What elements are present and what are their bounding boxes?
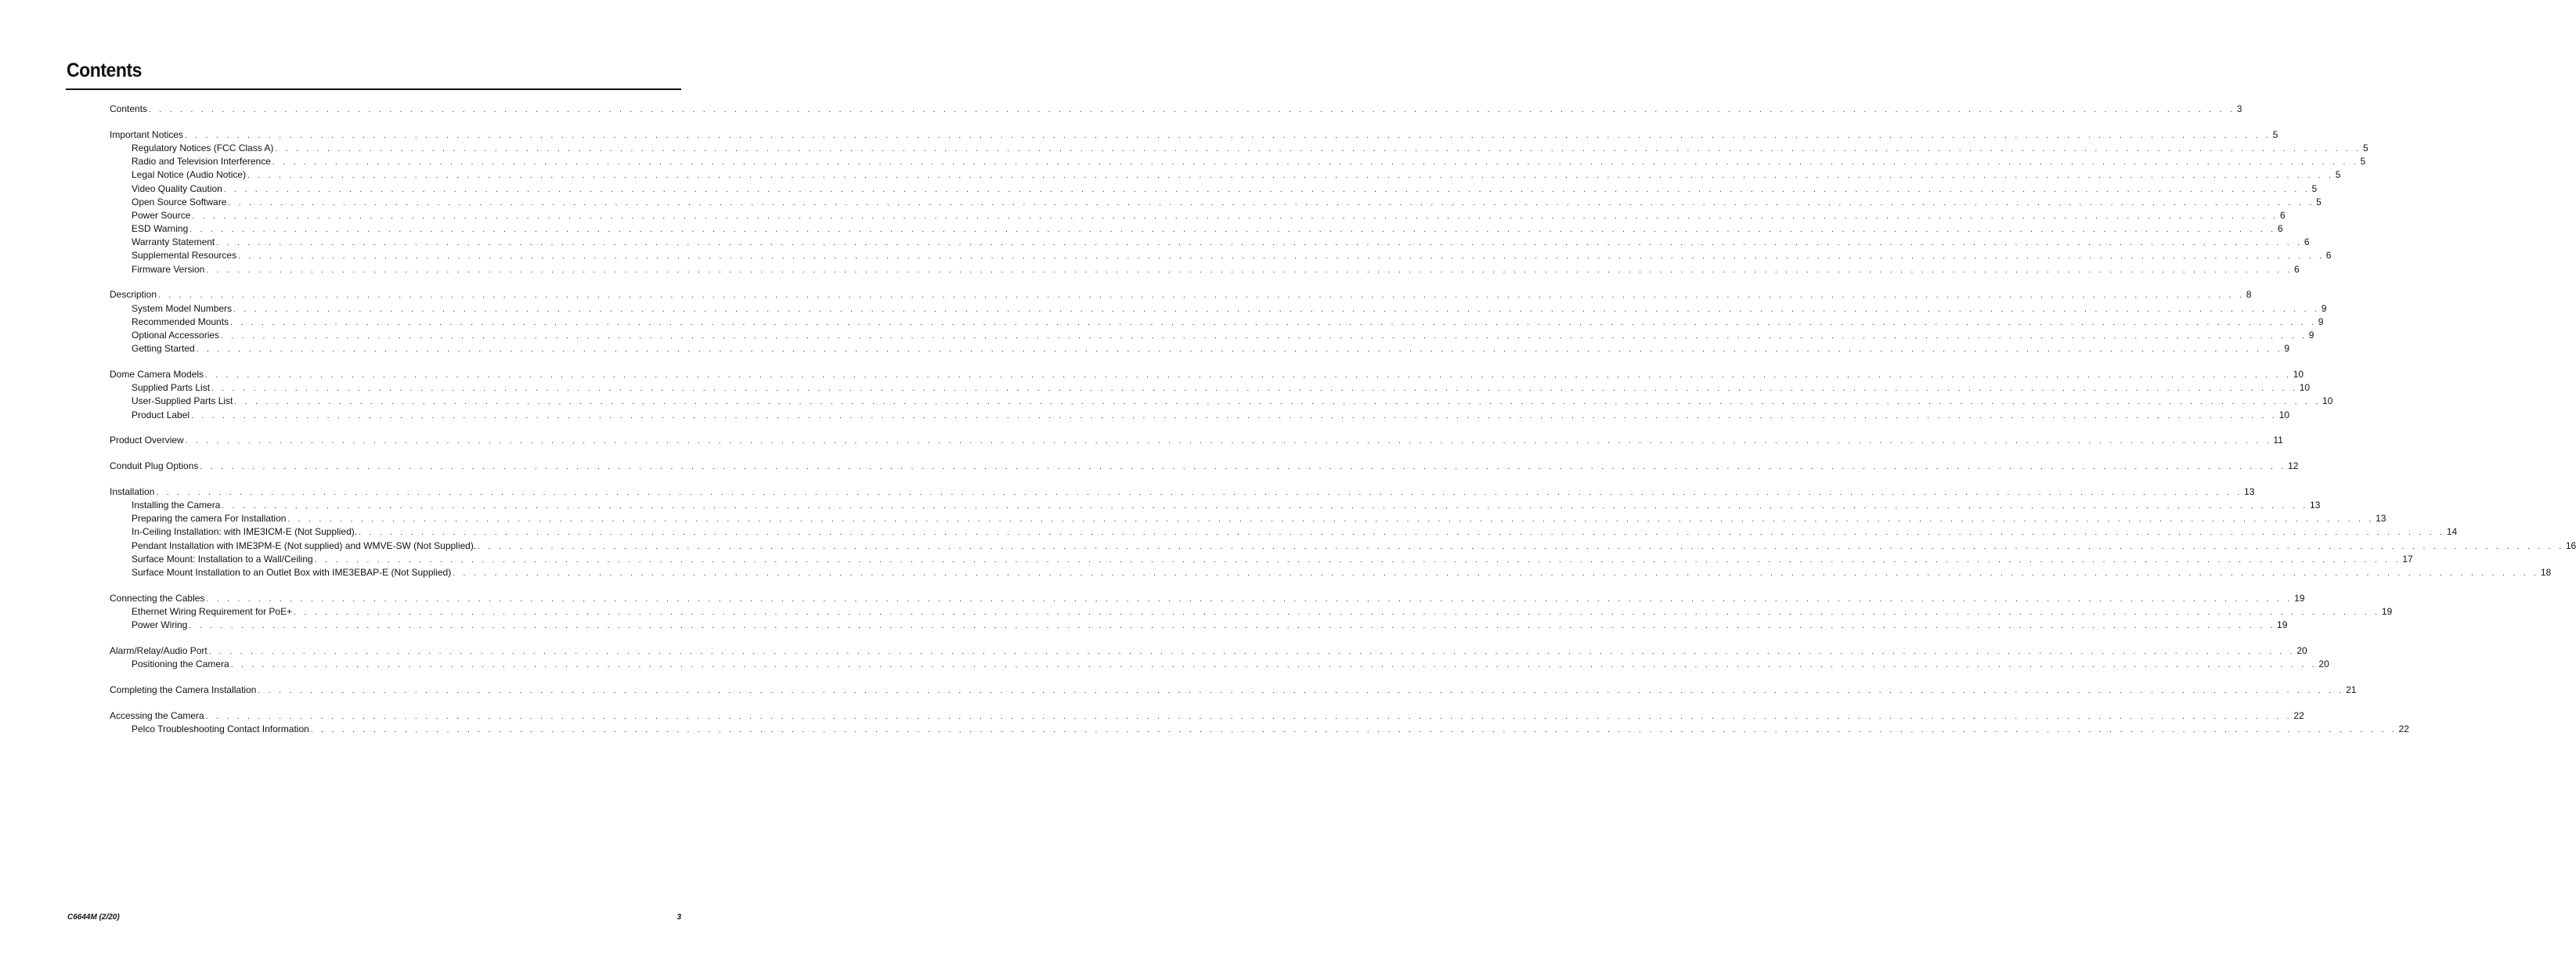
dot-leader: . . . . . . . . . . . . . . . . . . . . . . . . . . . . . . . . . . . . . . . . . . . . . . . . . . . . . . . . . . . . . . . . . . . . . . . . . . . . . . . . . . . . . . . . . . . . . . . . . . . . . . . . . . . . . . . . . . . . . . . . . . . . . . . . . . . . . . . . . . . . . . . . . . . . . . . . . . . . . . . . . . . . . . . . . . . . . . . . . . . . . . . . . . . . . . . . . . . . . . . . [205, 370, 2292, 380]
toc-entry-label: Legal Notice (Audio Notice) [132, 169, 247, 181]
toc-entry-label: Video Quality Caution [132, 182, 222, 194]
toc-subentry[interactable] [110, 553, 2413, 566]
toc-entry-label: Open Source Software [132, 196, 227, 207]
dot-leader: . . . . . . . . . . . . . . . . . . . . . . . . . . . . . . . . . . . . . . . . . . . . . . . . . . . . . . . . . . . . . . . . . . . . . . . . . . . . . . . . . . . . . . . . . . . . . . . . . . . . . . . . . . . . . . . . . . . . . . . . . . . . . . . . . . . . . . . . . . . . . . . . . . . . . . . . . . . . . . . . . . . . . . . . . . . . . . . . . . . . . . . . . . . . . . . . . . . . . . . . [192, 211, 2279, 221]
dot-leader: . . . . . . . . . . . . . . . . . . . . . . . . . . . . . . . . . . . . . . . . . . . . . . . . . . . . . . . . . . . . . . . . . . . . . . . . . . . . . . . . . . . . . . . . . . . . . . . . . . . . . . . . . . . . . . . . . . . . . . . . . . . . . . . . . . . . . . . . . . . . . . . . . . . . . . . . . . . . . . . . . . . . . . . . . . . . . . . . . . . . . . . . . . . . . . . . . . . . . . . . [222, 502, 2309, 511]
document-id: C6644M (2/20) [67, 913, 120, 922]
dot-leader: . . . . . . . . . . . . . . . . . . . . . . . . . . . . . . . . . . . . . . . . . . . . . . . . . . . . . . . . . . . . . . . . . . . . . . . . . . . . . . . . . . . . . . . . . . . . . . . . . . . . . . . . . . . . . . . . . . . . . . . . . . . . . . . . . . . . . . . . . . . . . . . . . . . . . . . . . . . . . . . . . . . . . . . . . . . . . . . . . . . . . . . . . . . . . . . . . . . . . . . . [205, 712, 2293, 721]
toc-entry-page: 5 [2311, 182, 2318, 194]
toc-entry[interactable] [110, 485, 2255, 499]
dot-leader: . . . . . . . . . . . . . . . . . . . . . . . . . . . . . . . . . . . . . . . . . . . . . . . . . . . . . . . . . . . . . . . . . . . . . . . . . . . . . . . . . . . . . . . . . . . . . . . . . . . . . . . . . . . . . . . . . . . . . . . . . . . . . . . . . . . . . . . . . . . . . . . . . . . . . . . . . . . . . . . . . . . . . . . . . . . . . . . . . . . . . . . . . . . . . . . . . . . . . . . . [196, 345, 2283, 355]
dot-leader: . . . . . . . . . . . . . . . . . . . . . . . . . . . . . . . . . . . . . . . . . . . . . . . . . . . . . . . . . . . . . . . . . . . . . . . . . . . . . . . . . . . . . . . . . . . . . . . . . . . . . . . . . . . . . . . . . . . . . . . . . . . . . . . . . . . . . . . . . . . . . . . . . . . . . . . . . . . . . . . . . . . . . . . . . . . . . . . . . . . . . . . . . . . . . . . . . . . . . . . . [258, 686, 2345, 695]
toc-entry-page: 22 [2398, 723, 2409, 734]
toc-entry-label: Recommended Mounts [132, 316, 229, 327]
toc-entry[interactable] [110, 460, 2299, 473]
dot-leader: . . . . . . . . . . . . . . . . . . . . . . . . . . . . . . . . . . . . . . . . . . . . . . . . . . . . . . . . . . . . . . . . . . . . . . . . . . . . . . . . . . . . . . . . . . . . . . . . . . . . . . . . . . . . . . . . . . . . . . . . . . . . . . . . . . . . . . . . . . . . . . . . . . . . . . . . . . . . . . . . . . . . . . . . . . . . . . . . . . . . . . . . . . . . . . . . . . . . . . . . [230, 661, 2318, 670]
dot-leader: . . . . . . . . . . . . . . . . . . . . . . . . . . . . . . . . . . . . . . . . . . . . . . . . . . . . . . . . . . . . . . . . . . . . . . . . . . . . . . . . . . . . . . . . . . . . . . . . . . . . . . . . . . . . . . . . . . . . . . . . . . . . . . . . . . . . . . . . . . . . . . . . . . . . . . . . . . . . . . . . . . . . . . . . . . . . . . . . . . . . . . . . . . . . . . . . . . . . . . . . [247, 171, 2334, 181]
toc-entry-label: Connecting the Cables [110, 592, 205, 604]
toc-entry-label: Dome Camera Models [110, 368, 204, 380]
dot-leader: . . . . . . . . . . . . . . . . . . . . . . . . . . . . . . . . . . . . . . . . . . . . . . . . . . . . . . . . . . . . . . . . . . . . . . . . . . . . . . . . . . . . . . . . . . . . . . . . . . . . . . . . . . . . . . . . . . . . . . . . . . . . . . . . . . . . . . . . . . . . . . . . . . . . . . . . . . . . . . . . . . . . . . . . . . . . . . . . . . . . . . . . . . . . . . . . . . . . . . . . [191, 411, 2278, 420]
toc-subentry[interactable] [110, 263, 2300, 276]
toc-subentry[interactable] [110, 539, 2576, 553]
toc-subentry[interactable] [110, 155, 2366, 168]
toc-entry-page: 9 [2308, 330, 2314, 341]
toc-entry-label: Power Wiring [132, 619, 188, 631]
dot-leader: . . . . . . . . . . . . . . . . . . . . . . . . . . . . . . . . . . . . . . . . . . . . . . . . . . . . . . . . . . . . . . . . . . . . . . . . . . . . . . . . . . . . . . . . . . . . . . . . . . . . . . . . . . . . . . . . . . . . . . . . . . . . . . . . . . . . . . . . . . . . . . . . . . . . . . . . . . . . . . . . . . . . . . . . . . . . . . . . . . . . . . . . . . . . . . . . . . . . . . . . [478, 542, 2564, 551]
toc-entry-page: 10 [2278, 409, 2290, 420]
dot-leader: . . . . . . . . . . . . . . . . . . . . . . . . . . . . . . . . . . . . . . . . . . . . . . . . . . . . . . . . . . . . . . . . . . . . . . . . . . . . . . . . . . . . . . . . . . . . . . . . . . . . . . . . . . . . . . . . . . . . . . . . . . . . . . . . . . . . . . . . . . . . . . . . . . . . . . . . . . . . . . . . . . . . . . . . . . . . . . . . . . . . . . . . . . . . . . . . . . . . . . . . [208, 647, 2296, 656]
dot-leader: . . . . . . . . . . . . . . . . . . . . . . . . . . . . . . . . . . . . . . . . . . . . . . . . . . . . . . . . . . . . . . . . . . . . . . . . . . . . . . . . . . . . . . . . . . . . . . . . . . . . . . . . . . . . . . . . . . . . . . . . . . . . . . . . . . . . . . . . . . . . . . . . . . . . . . . . . . . . . . . . . . . . . . . . . . . . . . . . . . . . . . . . . . . . . . . . . . . . . . . . [206, 265, 2293, 275]
toc-entry-page: 6 [2304, 236, 2310, 248]
dot-leader: . . . . . . . . . . . . . . . . . . . . . . . . . . . . . . . . . . . . . . . . . . . . . . . . . . . . . . . . . . . . . . . . . . . . . . . . . . . . . . . . . . . . . . . . . . . . . . . . . . . . . . . . . . . . . . . . . . . . . . . . . . . . . . . . . . . . . . . . . . . . . . . . . . . . . . . . . . . . . . . . . . . . . . . . . . . . . . . . . . . . . . . . . . . . . . . . . . . . . . . . [230, 318, 2317, 327]
toc-entry-page: 13 [2244, 485, 2255, 497]
toc-entry-page: 5 [2363, 142, 2369, 153]
toc-entry-label: User-Supplied Parts List [132, 395, 233, 407]
page-title: Contents [67, 60, 142, 81]
dot-leader: . . . . . . . . . . . . . . . . . . . . . . . . . . . . . . . . . . . . . . . . . . . . . . . . . . . . . . . . . . . . . . . . . . . . . . . . . . . . . . . . . . . . . . . . . . . . . . . . . . . . . . . . . . . . . . . . . . . . . . . . . . . . . . . . . . . . . . . . . . . . . . . . . . . . . . . . . . . . . . . . . . . . . . . . . . . . . . . . . . . . . . . . . . . . . . . . . . . . . . . . [272, 158, 2359, 168]
toc-entry-page: 20 [2318, 658, 2329, 670]
dot-leader: . . . . . . . . . . . . . . . . . . . . . . . . . . . . . . . . . . . . . . . . . . . . . . . . . . . . . . . . . . . . . . . . . . . . . . . . . . . . . . . . . . . . . . . . . . . . . . . . . . . . . . . . . . . . . . . . . . . . . . . . . . . . . . . . . . . . . . . . . . . . . . . . . . . . . . . . . . . . . . . . . . . . . . . . . . . . . . . . . . . . . . . . . . . . . . . . . . . . . . . . [275, 144, 2362, 153]
toc-section [110, 128, 2369, 276]
dot-leader: . . . . . . . . . . . . . . . . . . . . . . . . . . . . . . . . . . . . . . . . . . . . . . . . . . . . . . . . . . . . . . . . . . . . . . . . . . . . . . . . . . . . . . . . . . . . . . . . . . . . . . . . . . . . . . . . . . . . . . . . . . . . . . . . . . . . . . . . . . . . . . . . . . . . . . . . . . . . . . . . . . . . . . . . . . . . . . . . . . . . . . . . . . . . . . . . . . . . . . . . [156, 488, 2243, 497]
toc-entry-label: Radio and Television Interference [132, 156, 271, 168]
toc-entry-page: 19 [2381, 605, 2393, 617]
toc-entry-label: Pendant Installation with IME3PM-E (Not supplied) and WMVE-SW (Not Supplied). [132, 539, 477, 551]
page-number: 3 [676, 913, 681, 922]
toc-entry-label: Installing the Camera [132, 500, 221, 511]
toc-entry-label: Installation [110, 485, 155, 497]
toc-entry-label: Firmware Version [132, 263, 205, 275]
toc-entry-label: In-Ceiling Installation: with IME3ICM-E (Not Supplied). [132, 526, 358, 538]
toc-entry-label: Surface Mount: Installation to a Wall/Ceiling [132, 553, 313, 565]
toc-entry-label: Supplied Parts List [132, 382, 211, 394]
toc-subentry[interactable] [110, 525, 2458, 539]
toc-entry-label: Regulatory Notices (FCC Class A) [132, 142, 274, 153]
toc-entry-label: Power Source [132, 209, 191, 221]
toc-subentry[interactable] [110, 329, 2314, 342]
toc-entry-page: 5 [2335, 169, 2341, 181]
toc-entry[interactable] [110, 288, 2252, 301]
dot-leader: . . . . . . . . . . . . . . . . . . . . . . . . . . . . . . . . . . . . . . . . . . . . . . . . . . . . . . . . . . . . . . . . . . . . . . . . . . . . . . . . . . . . . . . . . . . . . . . . . . . . . . . . . . . . . . . . . . . . . . . . . . . . . . . . . . . . . . . . . . . . . . . . . . . . . . . . . . . . . . . . . . . . . . . . . . . . . . . . . . . . . . . . . . . . . . . . . . . . . . . . [287, 515, 2375, 525]
toc-entry-page: 9 [2321, 302, 2327, 314]
dot-leader: . . . . . . . . . . . . . . . . . . . . . . . . . . . . . . . . . . . . . . . . . . . . . . . . . . . . . . . . . . . . . . . . . . . . . . . . . . . . . . . . . . . . . . . . . . . . . . . . . . . . . . . . . . . . . . . . . . . . . . . . . . . . . . . . . . . . . . . . . . . . . . . . . . . . . . . . . . . . . . . . . . . . . . . . . . . . . . . . . . . . . . . . . . . . . . . . . . . . . . . . [221, 332, 2307, 341]
toc-entry-page: 13 [2376, 513, 2387, 525]
toc-subentry[interactable] [110, 605, 2393, 619]
toc-section [110, 644, 2329, 671]
toc-section [110, 684, 2357, 697]
toc-entry-label: Pelco Troubleshooting Contact Information [132, 723, 309, 734]
toc-entry[interactable] [110, 368, 2304, 381]
toc-entry-label: Ethernet Wiring Requirement for PoE+ [132, 605, 293, 617]
dot-leader: . . . . . . . . . . . . . . . . . . . . . . . . . . . . . . . . . . . . . . . . . . . . . . . . . . . . . . . . . . . . . . . . . . . . . . . . . . . . . . . . . . . . . . . . . . . . . . . . . . . . . . . . . . . . . . . . . . . . . . . . . . . . . . . . . . . . . . . . . . . . . . . . . . . . . . . . . . . . . . . . . . . . . . . . . . . . . . . . . . . . . . . . . . . . . . . . . . . . . . . . [234, 398, 2322, 407]
toc-entry-page: 22 [2293, 709, 2304, 721]
toc-entry-label: Contents [110, 103, 148, 114]
toc-section [110, 485, 2576, 579]
toc-subentry[interactable] [110, 342, 2290, 355]
toc-subentry[interactable] [110, 249, 2332, 262]
toc-entry-page: 8 [2246, 289, 2252, 301]
toc-entry-label: Positioning the Camera [132, 658, 229, 670]
toc-section [110, 592, 2393, 633]
toc-entry-label: Optional Accessories [132, 330, 220, 341]
toc-entry-page: 6 [2294, 263, 2300, 275]
toc-entry-page: 13 [2310, 500, 2321, 511]
toc-entry-label: Getting Started [132, 343, 195, 355]
toc-section [110, 709, 2409, 736]
toc-section [110, 288, 2327, 355]
toc-entry-page: 9 [2284, 343, 2290, 355]
dot-leader: . . . . . . . . . . . . . . . . . . . . . . . . . . . . . . . . . . . . . . . . . . . . . . . . . . . . . . . . . . . . . . . . . . . . . . . . . . . . . . . . . . . . . . . . . . . . . . . . . . . . . . . . . . . . . . . . . . . . . . . . . . . . . . . . . . . . . . . . . . . . . . . . . . . . . . . . . . . . . . . . . . . . . . . . . . . . . . . . . . . . . . . . . . . . . . . . . . . . . . . . [158, 291, 2245, 301]
toc-entry-label: System Model Numbers [132, 302, 233, 314]
dot-leader: . . . . . . . . . . . . . . . . . . . . . . . . . . . . . . . . . . . . . . . . . . . . . . . . . . . . . . . . . . . . . . . . . . . . . . . . . . . . . . . . . . . . . . . . . . . . . . . . . . . . . . . . . . . . . . . . . . . . . . . . . . . . . . . . . . . . . . . . . . . . . . . . . . . . . . . . . . . . . . . . . . . . . . . . . . . . . . . . . . . . . . . . . . . . . . . . . . . . . . . . [211, 384, 2298, 394]
toc-entry-page: 3 [2236, 103, 2242, 114]
toc-entry[interactable] [110, 709, 2304, 723]
toc-entry-page: 16 [2565, 539, 2576, 551]
dot-leader: . . . . . . . . . . . . . . . . . . . . . . . . . . . . . . . . . . . . . . . . . . . . . . . . . . . . . . . . . . . . . . . . . . . . . . . . . . . . . . . . . . . . . . . . . . . . . . . . . . . . . . . . . . . . . . . . . . . . . . . . . . . . . . . . . . . . . . . . . . . . . . . . . . . . . . . . . . . . . . . . . . . . . . . . . . . . . . . . . . . . . . . . . . . . . . . . . . . . . . . . [233, 305, 2320, 314]
toc-subentry[interactable] [110, 512, 2387, 525]
toc-subentry[interactable] [110, 302, 2327, 316]
toc-entry[interactable] [110, 434, 2283, 447]
dot-leader: . . . . . . . . . . . . . . . . . . . . . . . . . . . . . . . . . . . . . . . . . . . . . . . . . . . . . . . . . . . . . . . . . . . . . . . . . . . . . . . . . . . . . . . . . . . . . . . . . . . . . . . . . . . . . . . . . . . . . . . . . . . . . . . . . . . . . . . . . . . . . . . . . . . . . . . . . . . . . . . . . . . . . . . . . . . . . . . . . . . . . . . . . . . . . . . . . . . . . . . . [294, 608, 2380, 617]
toc-entry[interactable] [110, 592, 2305, 605]
toc-entry-label: ESD Warning [132, 223, 189, 235]
toc-entry-page: 10 [2299, 382, 2311, 394]
toc-subentry[interactable] [110, 142, 2369, 155]
toc-entry-page: 11 [2273, 435, 2283, 446]
toc-entry[interactable] [110, 644, 2307, 658]
toc-subentry[interactable] [110, 236, 2310, 249]
dot-leader: . . . . . . . . . . . . . . . . . . . . . . . . . . . . . . . . . . . . . . . . . . . . . . . . . . . . . . . . . . . . . . . . . . . . . . . . . . . . . . . . . . . . . . . . . . . . . . . . . . . . . . . . . . . . . . . . . . . . . . . . . . . . . . . . . . . . . . . . . . . . . . . . . . . . . . . . . . . . . . . . . . . . . . . . . . . . . . . . . . . . . . . . . . . . . . . . . . . . . . . . [185, 131, 2271, 140]
toc-section [110, 434, 2283, 447]
toc-entry-label: Product Label [132, 409, 190, 420]
toc-subentry[interactable] [110, 182, 2318, 196]
toc-entry-page: 6 [2277, 223, 2283, 235]
toc-entry-page: 21 [2346, 684, 2357, 695]
toc-entry-page: 19 [2294, 592, 2305, 604]
toc-entry-page: 6 [2280, 209, 2286, 221]
toc-entry-page: 12 [2288, 460, 2299, 472]
toc-entry-label: Description [110, 289, 157, 301]
toc-subentry[interactable] [110, 658, 2329, 671]
toc-section [110, 368, 2333, 422]
toc-entry-page: 10 [2293, 368, 2304, 380]
toc-subentry[interactable] [110, 168, 2341, 182]
toc-entry[interactable] [110, 103, 2242, 116]
toc-subentry[interactable] [110, 723, 2409, 736]
toc-entry-page: 5 [2272, 128, 2278, 140]
table-of-contents [110, 103, 2576, 749]
dot-leader: . . . . . . . . . . . . . . . . . . . . . . . . . . . . . . . . . . . . . . . . . . . . . . . . . . . . . . . . . . . . . . . . . . . . . . . . . . . . . . . . . . . . . . . . . . . . . . . . . . . . . . . . . . . . . . . . . . . . . . . . . . . . . . . . . . . . . . . . . . . . . . . . . . . . . . . . . . . . . . . . . . . . . . . . . . . . . . . . . . . . . . . . . . . . . . . . . . . . . . . . [310, 725, 2397, 734]
toc-subentry[interactable] [110, 196, 2322, 209]
toc-subentry[interactable] [110, 209, 2286, 222]
dot-leader: . . . . . . . . . . . . . . . . . . . . . . . . . . . . . . . . . . . . . . . . . . . . . . . . . . . . . . . . . . . . . . . . . . . . . . . . . . . . . . . . . . . . . . . . . . . . . . . . . . . . . . . . . . . . . . . . . . . . . . . . . . . . . . . . . . . . . . . . . . . . . . . . . . . . . . . . . . . . . . . . . . . . . . . . . . . . . . . . . . . . . . . . . . . . . . . . . . . . . . . . [149, 106, 2235, 114]
toc-entry-label: Important Notices [110, 128, 184, 140]
toc-subentry[interactable] [110, 381, 2311, 395]
dot-leader: . . . . . . . . . . . . . . . . . . . . . . . . . . . . . . . . . . . . . . . . . . . . . . . . . . . . . . . . . . . . . . . . . . . . . . . . . . . . . . . . . . . . . . . . . . . . . . . . . . . . . . . . . . . . . . . . . . . . . . . . . . . . . . . . . . . . . . . . . . . . . . . . . . . . . . . . . . . . . . . . . . . . . . . . . . . . . . . . . . . . . . . . . . . . . . . . . . . . . . . . [189, 226, 2276, 235]
toc-entry-label: Surface Mount Installation to an Outlet Box with IME3EBAP-E (Not Supplied) [132, 567, 452, 578]
toc-entry-label: Accessing the Camera [110, 709, 204, 721]
toc-entry-label: Preparing the camera For Installation [132, 513, 287, 525]
toc-subentry[interactable] [110, 619, 2288, 632]
toc-entry-page: 5 [2316, 196, 2322, 207]
dot-leader: . . . . . . . . . . . . . . . . . . . . . . . . . . . . . . . . . . . . . . . . . . . . . . . . . . . . . . . . . . . . . . . . . . . . . . . . . . . . . . . . . . . . . . . . . . . . . . . . . . . . . . . . . . . . . . . . . . . . . . . . . . . . . . . . . . . . . . . . . . . . . . . . . . . . . . . . . . . . . . . . . . . . . . . . . . . . . . . . . . . . . . . . . . . . . . . . . . . . . . . . [453, 569, 2539, 578]
toc-subentry[interactable] [110, 499, 2321, 512]
toc-entry-page: 10 [2322, 395, 2333, 407]
toc-entry-label: Completing the Camera Installation [110, 684, 257, 695]
dot-leader: . . . . . . . . . . . . . . . . . . . . . . . . . . . . . . . . . . . . . . . . . . . . . . . . . . . . . . . . . . . . . . . . . . . . . . . . . . . . . . . . . . . . . . . . . . . . . . . . . . . . . . . . . . . . . . . . . . . . . . . . . . . . . . . . . . . . . . . . . . . . . . . . . . . . . . . . . . . . . . . . . . . . . . . . . . . . . . . . . . . . . . . . . . . . . . . . . . . . . . . . [206, 594, 2293, 604]
title-divider [66, 88, 681, 90]
dot-leader: . . . . . . . . . . . . . . . . . . . . . . . . . . . . . . . . . . . . . . . . . . . . . . . . . . . . . . . . . . . . . . . . . . . . . . . . . . . . . . . . . . . . . . . . . . . . . . . . . . . . . . . . . . . . . . . . . . . . . . . . . . . . . . . . . . . . . . . . . . . . . . . . . . . . . . . . . . . . . . . . . . . . . . . . . . . . . . . . . . . . . . . . . . . . . . . . . . . . . . . . [359, 529, 2445, 538]
toc-entry[interactable] [110, 684, 2357, 697]
toc-entry-label: Alarm/Relay/Audio Port [110, 644, 207, 656]
dot-leader: . . . . . . . . . . . . . . . . . . . . . . . . . . . . . . . . . . . . . . . . . . . . . . . . . . . . . . . . . . . . . . . . . . . . . . . . . . . . . . . . . . . . . . . . . . . . . . . . . . . . . . . . . . . . . . . . . . . . . . . . . . . . . . . . . . . . . . . . . . . . . . . . . . . . . . . . . . . . . . . . . . . . . . . . . . . . . . . . . . . . . . . . . . . . . . . . . . . . . . . . [223, 185, 2311, 194]
toc-subentry[interactable] [110, 395, 2333, 408]
dot-leader: . . . . . . . . . . . . . . . . . . . . . . . . . . . . . . . . . . . . . . . . . . . . . . . . . . . . . . . . . . . . . . . . . . . . . . . . . . . . . . . . . . . . . . . . . . . . . . . . . . . . . . . . . . . . . . . . . . . . . . . . . . . . . . . . . . . . . . . . . . . . . . . . . . . . . . . . . . . . . . . . . . . . . . . . . . . . . . . . . . . . . . . . . . . . . . . . . . . . . . . . [185, 437, 2272, 446]
toc-entry-label: Product Overview [110, 435, 184, 446]
toc-section [110, 103, 2242, 116]
dot-leader: . . . . . . . . . . . . . . . . . . . . . . . . . . . . . . . . . . . . . . . . . . . . . . . . . . . . . . . . . . . . . . . . . . . . . . . . . . . . . . . . . . . . . . . . . . . . . . . . . . . . . . . . . . . . . . . . . . . . . . . . . . . . . . . . . . . . . . . . . . . . . . . . . . . . . . . . . . . . . . . . . . . . . . . . . . . . . . . . . . . . . . . . . . . . . . . . . . . . . . . . [228, 198, 2315, 207]
toc-entry-page: 18 [2540, 567, 2552, 578]
toc-entry-page: 17 [2402, 553, 2413, 565]
toc-entry-label: Supplemental Resources [132, 250, 237, 262]
toc-entry[interactable] [110, 128, 2278, 142]
toc-entry-page: 14 [2446, 526, 2458, 538]
toc-entry-label: Conduit Plug Options [110, 460, 199, 472]
toc-entry-page: 6 [2325, 250, 2332, 262]
dot-leader: . . . . . . . . . . . . . . . . . . . . . . . . . . . . . . . . . . . . . . . . . . . . . . . . . . . . . . . . . . . . . . . . . . . . . . . . . . . . . . . . . . . . . . . . . . . . . . . . . . . . . . . . . . . . . . . . . . . . . . . . . . . . . . . . . . . . . . . . . . . . . . . . . . . . . . . . . . . . . . . . . . . . . . . . . . . . . . . . . . . . . . . . . . . . . . . . . . . . . . . . [216, 239, 2303, 248]
toc-entry-page: 20 [2296, 644, 2307, 656]
toc-subentry[interactable] [110, 222, 2283, 236]
toc-entry-label: Warranty Statement [132, 236, 215, 248]
toc-entry-page: 19 [2277, 619, 2288, 631]
toc-section [110, 460, 2299, 473]
dot-leader: . . . . . . . . . . . . . . . . . . . . . . . . . . . . . . . . . . . . . . . . . . . . . . . . . . . . . . . . . . . . . . . . . . . . . . . . . . . . . . . . . . . . . . . . . . . . . . . . . . . . . . . . . . . . . . . . . . . . . . . . . . . . . . . . . . . . . . . . . . . . . . . . . . . . . . . . . . . . . . . . . . . . . . . . . . . . . . . . . . . . . . . . . . . . . . . . . . . . . . . . [238, 252, 2325, 262]
dot-leader: . . . . . . . . . . . . . . . . . . . . . . . . . . . . . . . . . . . . . . . . . . . . . . . . . . . . . . . . . . . . . . . . . . . . . . . . . . . . . . . . . . . . . . . . . . . . . . . . . . . . . . . . . . . . . . . . . . . . . . . . . . . . . . . . . . . . . . . . . . . . . . . . . . . . . . . . . . . . . . . . . . . . . . . . . . . . . . . . . . . . . . . . . . . . . . . . . . . . . . . . [314, 555, 2401, 565]
dot-leader: . . . . . . . . . . . . . . . . . . . . . . . . . . . . . . . . . . . . . . . . . . . . . . . . . . . . . . . . . . . . . . . . . . . . . . . . . . . . . . . . . . . . . . . . . . . . . . . . . . . . . . . . . . . . . . . . . . . . . . . . . . . . . . . . . . . . . . . . . . . . . . . . . . . . . . . . . . . . . . . . . . . . . . . . . . . . . . . . . . . . . . . . . . . . . . . . . . . . . . . . [189, 622, 2276, 631]
dot-leader: . . . . . . . . . . . . . . . . . . . . . . . . . . . . . . . . . . . . . . . . . . . . . . . . . . . . . . . . . . . . . . . . . . . . . . . . . . . . . . . . . . . . . . . . . . . . . . . . . . . . . . . . . . . . . . . . . . . . . . . . . . . . . . . . . . . . . . . . . . . . . . . . . . . . . . . . . . . . . . . . . . . . . . . . . . . . . . . . . . . . . . . . . . . . . . . . . . . . . . . . [200, 463, 2287, 472]
toc-entry-page: 9 [2318, 316, 2324, 327]
toc-subentry[interactable] [110, 566, 2552, 579]
toc-subentry[interactable] [110, 316, 2324, 329]
toc-entry-page: 5 [2360, 156, 2366, 168]
toc-subentry[interactable] [110, 409, 2290, 422]
